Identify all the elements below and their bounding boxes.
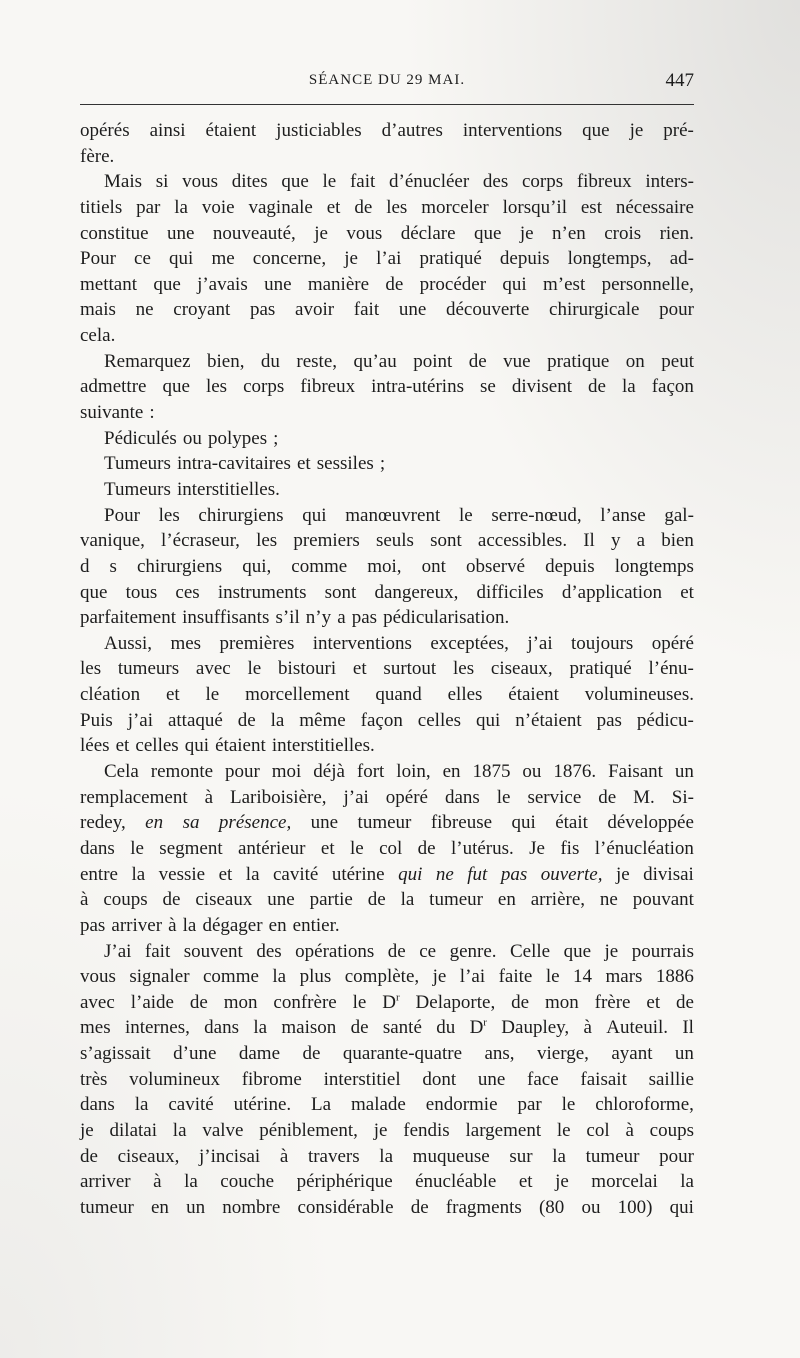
- text-line: tumeur en un nombre considérable de fragments (80 ou 100) qui: [80, 1196, 694, 1218]
- text-line: lées et celles qui étaient interstitielles.: [80, 735, 375, 757]
- body-text: [80, 118, 694, 1221]
- text-line: cela.: [80, 325, 116, 347]
- text-line: s’agissait d’une dame de quarante-quatre ans, vierge, ayant un: [80, 1043, 694, 1065]
- text-line: arriver à la couche périphérique énucléable et je morcelai la: [80, 1171, 694, 1193]
- page-header: [80, 64, 694, 98]
- text-line: Tumeurs intra-cavitaires et sessiles ;: [104, 453, 386, 475]
- text-line: mettant que j’avais une manière de procéder qui m’est personnelle,: [80, 273, 694, 295]
- text-line: très volumineux fibrome interstitiel dont une face faisait saillie: [80, 1068, 694, 1090]
- text-line: pas arriver à la dégager en entier.: [80, 914, 340, 936]
- text-line: Aussi, mes premières interventions exceptées, j’ai toujours opéré: [104, 632, 694, 654]
- text-line: à coups de ciseaux une partie de la tumeur en arrière, ne pouvant: [80, 889, 694, 911]
- text-line: Cela remonte pour moi déjà fort loin, en 1875 ou 1876. Faisant un: [104, 761, 694, 783]
- text-line: dans la cavité utérine. La malade endormie par le chloroforme,: [80, 1094, 694, 1116]
- text-line: avec l’aide de mon confrère le $D^r$ Delaporte, de mon frère et de: [80, 991, 694, 1013]
- header-rule: [80, 104, 694, 105]
- running-title: SÉANCE DU 29 MAI.: [308, 72, 466, 88]
- text-line: vanique, l’écraseur, les premiers seuls sont accessibles. Il y a bien: [80, 530, 694, 552]
- text-line: Pour les chirurgiens qui manœuvrent le serre-nœud, l’anse gal-: [104, 504, 694, 526]
- text-line: Mais si vous dites que le fait d’énucléer des corps fibreux inters-: [104, 171, 694, 193]
- text-line: les tumeurs avec le bistouri et surtout les ciseaux, pratiqué l’énu-: [80, 658, 694, 680]
- text-line: Tumeurs interstitielles.: [104, 478, 280, 500]
- text-line: titiels par la voie vaginale et de les morceler lorsqu’il est nécessaire: [80, 196, 694, 218]
- text-line: cléation et le morcellement quand elles étaient volumineuses.: [80, 684, 694, 706]
- text-line: Puis j’ai attaqué de la même façon celles qui n’étaient pas pédicu-: [80, 709, 694, 731]
- text-line: dans le segment antérieur et le col de l’utérus. Je fis l’énucléation: [80, 837, 694, 859]
- text-line: opérés ainsi étaient justiciables d’autres interventions que je pré-: [80, 120, 694, 141]
- text-line: Remarquez bien, du reste, qu’au point de vue pratique on peut: [104, 350, 694, 372]
- text-line: que tous ces instruments sont dangereux, difficiles d’application et: [80, 581, 694, 603]
- text-line: Pour ce qui me concerne, je l’ai pratiqué depuis longtemps, ad-: [80, 248, 694, 270]
- text-line: mes internes, dans la maison de santé du $D^r$ Daupley, à Auteuil. Il: [80, 1017, 694, 1039]
- text-line: entre la vessie et la cavité utérine qui ne fut pas ouverte, je divisai: [80, 863, 694, 885]
- text-line: admettre que les corps fibreux intra-utérins se divisent de la façon: [80, 376, 694, 398]
- text-line: remplacement à Lariboisière, j’ai opéré dans le service de M. Si-: [80, 786, 694, 808]
- page-number: 447: [665, 70, 694, 91]
- text-line: d s chirurgiens qui, comme moi, ont observé depuis longtemps: [80, 555, 694, 577]
- text-line: J’ai fait souvent des opérations de ce genre. Celle que je pourrais: [104, 940, 694, 962]
- text-line: fère.: [80, 145, 115, 167]
- text-line: de ciseaux, j’incisai à travers la muqueuse sur la tumeur pour: [80, 1145, 694, 1167]
- text-line: redey, en sa présence, une tumeur fibreuse qui était développée: [80, 812, 694, 834]
- text-line: je dilatai la valve péniblement, je fendis largement le col à coups: [80, 1119, 694, 1141]
- text-line: suivante :: [80, 402, 155, 424]
- text-line: Pédiculés ou polypes ;: [104, 427, 279, 449]
- text-line: parfaitement insuffisants s’il n’y a pas pédicularisation.: [80, 607, 510, 629]
- text-line: mais ne croyant pas avoir fait une découverte chirurgicale pour: [80, 299, 694, 321]
- text-line: vous signaler comme la plus complète, je l’ai faite le 14 mars 1886: [80, 966, 694, 988]
- text-line: constitue une nouveauté, je vous déclare que je n’en crois rien.: [80, 222, 694, 244]
